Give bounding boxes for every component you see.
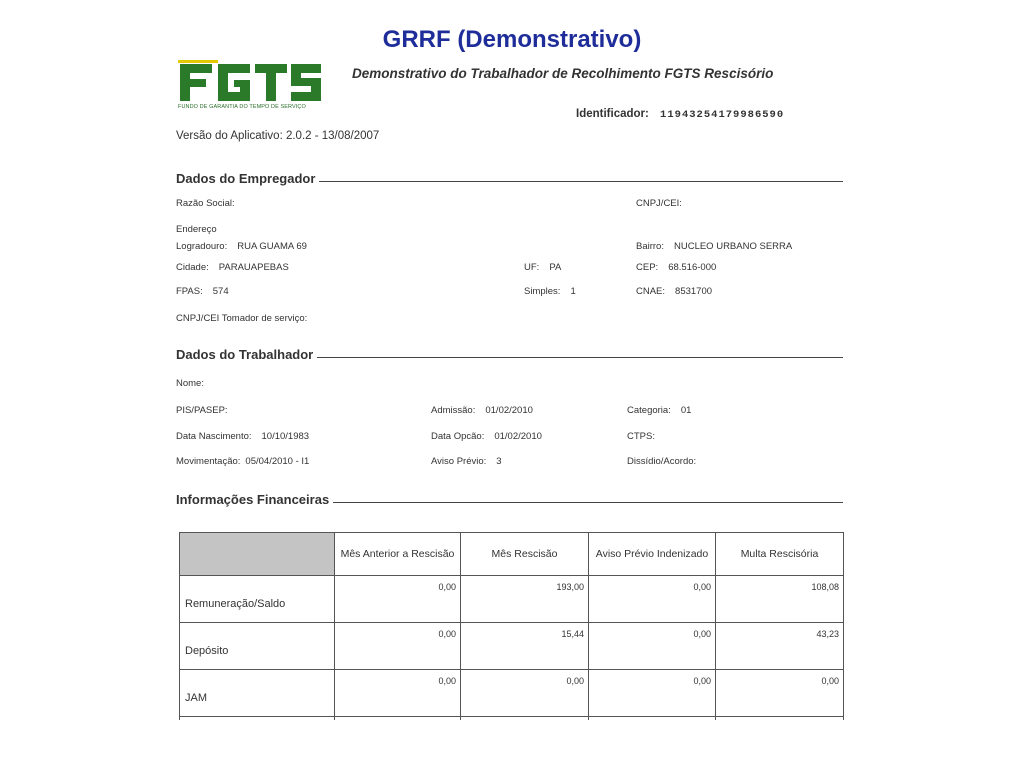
cidade	[176, 262, 289, 273]
table-cell: 0,00	[589, 623, 716, 670]
identificador-label: Identificador:	[576, 108, 649, 120]
uf	[524, 262, 561, 273]
table-cell: 0,00	[335, 623, 461, 670]
ctps-label: CTPS:	[627, 431, 655, 442]
fpas-label: FPAS:	[176, 286, 203, 297]
section-rule	[333, 502, 843, 503]
row-label: JAM	[180, 670, 335, 717]
bairro-value: NUCLEO URBANO SERRA	[673, 241, 793, 252]
bairro-label: Bairro:	[636, 241, 664, 252]
bairro	[636, 241, 792, 252]
table-row	[180, 576, 844, 623]
header-cell: Mês Anterior a Rescisão	[335, 533, 461, 576]
dissidio-label: Dissídio/Acordo:	[627, 456, 697, 467]
section-title: Dados do Empregador	[176, 170, 316, 186]
opcao-label: Data Opcão:	[431, 431, 485, 442]
aviso-value: 3	[496, 456, 502, 467]
logradouro	[176, 241, 307, 252]
cnpj-label: CNPJ/CEI:	[636, 198, 682, 209]
identificador-value: 11943254179986590	[660, 109, 785, 121]
movimentacao-label: Movimentação:	[176, 456, 241, 467]
logradouro-value: RUA GUAMA 69	[237, 241, 307, 252]
movimentacao-value: 05/04/2010 - I1	[245, 456, 310, 467]
movimentacao	[176, 456, 309, 467]
cnae-label: CNAE:	[636, 286, 666, 297]
categoria	[627, 405, 691, 416]
table-cell: 43,23	[716, 623, 844, 670]
nascimento	[176, 431, 309, 442]
simples	[524, 286, 576, 297]
table-header-row	[180, 533, 844, 576]
endereco-label: Endereço	[176, 224, 217, 235]
cep	[636, 262, 716, 273]
section-title: Dados do Trabalhador	[176, 346, 314, 362]
nome-label: Nome:	[176, 378, 204, 389]
section-empregador	[176, 169, 843, 187]
table-cell: 0,00	[589, 576, 716, 623]
pis-label: PIS/PASEP:	[176, 405, 228, 416]
section-rule	[319, 181, 843, 182]
fgts-logo	[178, 60, 323, 120]
nascimento-label: Data Nascimento:	[176, 431, 252, 442]
logo-subtitle: FUNDO DE GARANTIA DO TEMPO DE SERVIÇO	[178, 104, 306, 110]
nascimento-value: 10/10/1983	[261, 431, 310, 442]
table-cell: 108,08	[716, 576, 844, 623]
document-heading: Demonstrativo do Trabalhador de Recolhimento FGTS Rescisório	[352, 66, 774, 81]
cep-value: 68.516-000	[668, 262, 717, 273]
admissao-value: 01/02/2010	[485, 405, 533, 416]
fpas	[176, 286, 229, 297]
cidade-label: Cidade:	[176, 262, 209, 273]
row-label: Depósito	[180, 623, 335, 670]
uf-value: PA	[549, 262, 562, 273]
identificador	[576, 108, 784, 121]
cidade-value: PARAUAPEBAS	[218, 262, 289, 273]
cep-label: CEP:	[636, 262, 659, 273]
categoria-value: 01	[680, 405, 692, 416]
table-cell: 0,00	[335, 576, 461, 623]
table-row	[180, 623, 844, 670]
admissao-label: Admissão:	[431, 405, 476, 416]
table-cell: 0,00	[716, 670, 844, 717]
tomador-label: CNPJ/CEI Tomador de serviço:	[176, 313, 308, 324]
opcao	[431, 431, 542, 442]
row-label: Remuneração/Saldo	[180, 576, 335, 623]
app-version: Versão do Aplicativo: 2.0.2 - 13/08/2007	[176, 130, 380, 142]
cnae	[636, 286, 712, 297]
opcao-value: 01/02/2010	[494, 431, 542, 442]
table-cell: 0,00	[589, 670, 716, 717]
cnae-value: 8531700	[675, 286, 713, 297]
table-row	[180, 670, 844, 717]
categoria-label: Categoria:	[627, 405, 671, 416]
table-cell: 0,00	[461, 670, 589, 717]
header-blank-cell	[180, 533, 335, 576]
admissao	[431, 405, 533, 416]
uf-label: UF:	[524, 262, 540, 273]
aviso-label: Aviso Prévio:	[431, 456, 487, 467]
logradouro-label: Logradouro:	[176, 241, 228, 252]
table-cell: 0,00	[335, 670, 461, 717]
section-rule	[317, 357, 843, 358]
simples-label: Simples:	[524, 286, 561, 297]
section-financeiras	[176, 490, 843, 508]
section-title: Informações Financeiras	[176, 491, 330, 507]
page-cutoff	[170, 720, 870, 768]
section-trabalhador	[176, 345, 843, 363]
simples-value: 1	[570, 286, 576, 297]
slide-title: GRRF (Demonstrativo)	[382, 26, 642, 53]
table-cell: 193,00	[461, 576, 589, 623]
header-cell: Aviso Prévio Indenizado	[589, 533, 716, 576]
razao-social-label: Razão Social:	[176, 198, 235, 209]
aviso-previo	[431, 456, 502, 467]
fpas-value: 574	[212, 286, 229, 297]
header-cell: Multa Rescisória	[716, 533, 844, 576]
table-cell: 15,44	[461, 623, 589, 670]
header-cell: Mês Rescisão	[461, 533, 589, 576]
